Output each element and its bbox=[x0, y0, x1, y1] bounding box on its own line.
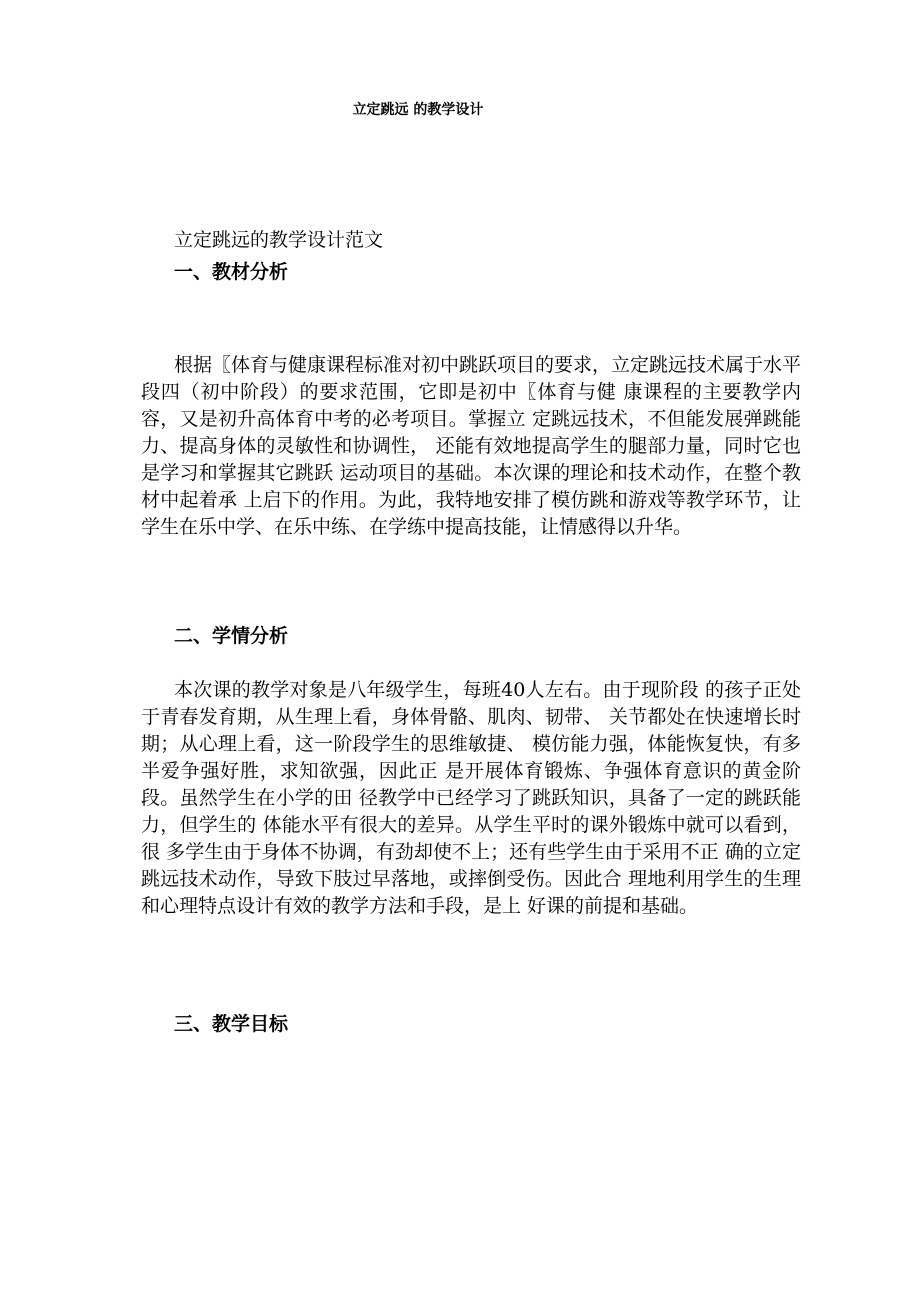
page-header-title: 立定跳远 的教学设计 bbox=[352, 102, 484, 118]
paragraph-textbook-analysis: 根据〖体育与健康课程标准对初中跳跃项目的要求，立定跳远技术属于水平段四（初中阶段）的要求范围，它即是初中〖体育与健 康课程的主要教学内容，又是初升高体育中考的必考项目。掌握立 定跳远技术，不但能发展弹跳能力、提高身体的灵敏性和协调性， 还能有效地提高学生的腿部力量，同时它也是学习和掌握其它跳跃 运动项目的基础。本次课的理论和技术动作，在整个教材中起着承 上启下的作用。为此，我特地安排了模仿跳和游戏等教学环节，让 学生在乐中学、在乐中练、在学练中提高技能，让情感得以升华。 bbox=[141, 354, 802, 538]
section-heading-student-analysis: 二、学情分析 bbox=[174, 625, 289, 647]
paragraph-student-analysis: 本次课的教学对象是八年级学生，每班40人左右。由于现阶段 的孩子正处于青春发育期，从生理上看，身体骨骼、肌肉、韧带、 关节都处在快速增长时期；从心理上看，这一阶段学生的思维敏捷、 模仿能力强，体能恢复快，有多半爱争强好胜，求知欲强，因此正 是开展体育锻炼、争强体育意识的黄金阶段。虽然学生在小学的田 径教学中已经学习了跳跃知识，具备了一定的跳跃能力，但学生的 体能水平有很大的差异。从学生平时的课外锻炼中就可以看到，很 多学生由于身体不协调，有劲却使不上；还有些学生由于采用不正 确的立定跳远技术动作，导致下肢过早落地，或摔倒受伤。因此合 理地利用学生的生理和心理特点设计有效的教学方法和手段，是上 好课的前提和基础。 bbox=[141, 679, 801, 917]
document-subtitle: 立定跳远的教学设计范文 bbox=[174, 229, 384, 251]
section-heading-textbook-analysis: 一、教材分析 bbox=[174, 261, 289, 283]
section-heading-teaching-objectives: 三、教学目标 bbox=[174, 1013, 289, 1035]
